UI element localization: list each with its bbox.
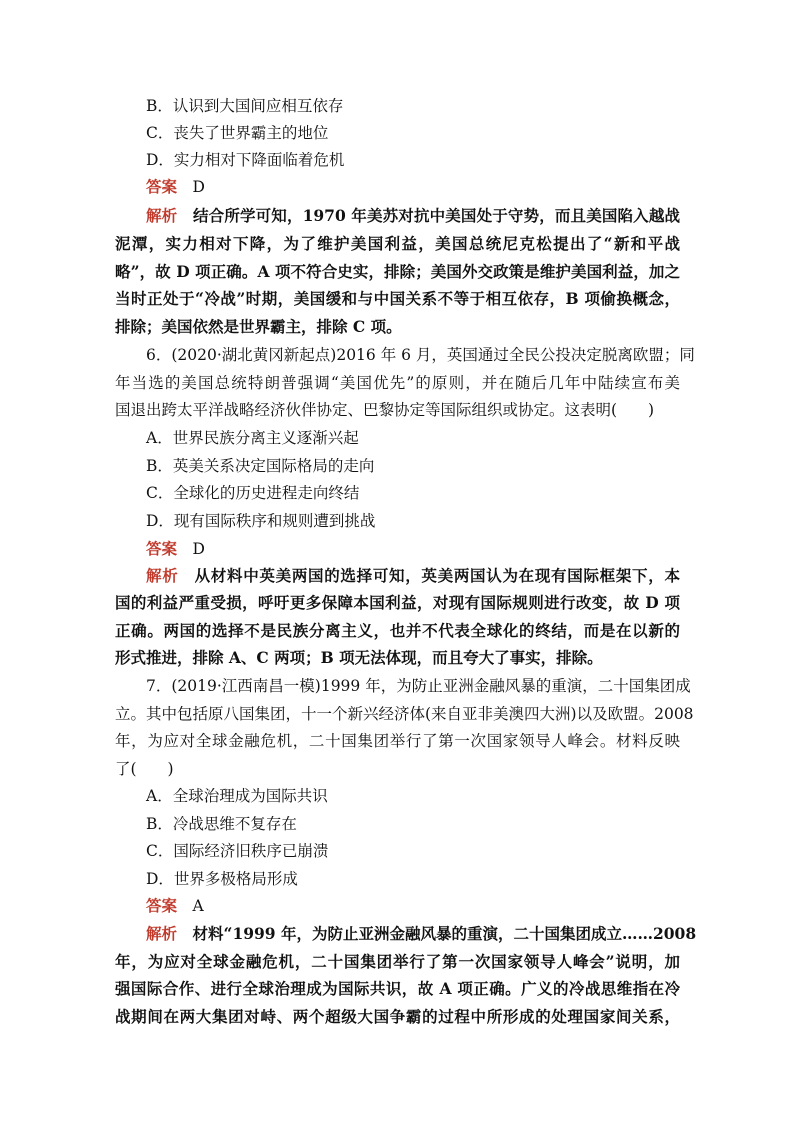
q7-stem-line-2: 立。其中包括原八国集团，十一个新兴经济体(来自亚非美澳四大洲)以及欧盟。2008 <box>115 705 694 723</box>
q5-analysis-line-2: 泥潭，实力相对下降，为了维护美国利益，美国总统尼克松提出了“新和平战 <box>115 234 680 253</box>
q6-analysis-line-2: 国的利益严重受损，呼吁更多保障本国利益，对现有国际规则进行改变，故 D 项 <box>115 593 680 612</box>
q7-option-d: D．世界多极格局形成 <box>146 870 298 888</box>
answer-value: A <box>192 897 204 915</box>
q6-option-c: C．全球化的历史进程走向终结 <box>146 484 360 502</box>
q5-analysis-line-4: 当时正处于“冷战”时期，美国缓和与中国关系不等于相互依存，B 项偷换概念， <box>115 289 680 308</box>
q6-option-b: B．英美关系决定国际格局的走向 <box>146 457 375 475</box>
answer-label: 答案 <box>146 177 178 196</box>
q6-analysis-line-3: 正确。两国的选择不是民族分离主义，也并不代表全球化的终结，而是在以新的 <box>115 621 680 640</box>
q5-option-b: B．认识到大国间应相互依存 <box>146 97 344 115</box>
q7-analysis-line-1: 解析 材料“1999 年，为防止亚洲金融风暴的重演，二十国集团成立……2008 <box>146 924 697 943</box>
q6-answer <box>146 538 205 560</box>
q6-stem-line-3: 国退出跨太平洋战略经济伙伴协定、巴黎协定等国际组织或协定。这表明( ) <box>115 401 655 419</box>
analysis-label: 解析 <box>146 206 178 225</box>
q7-analysis-line-4: 战期间在两大集团对峙、两个超级大国争霸的过程中所形成的处理国家间关系， <box>115 1007 680 1026</box>
q5-analysis-line-1: 解析 结合所学可知，1970 年美苏对抗中美国处于守势，而且美国陷入越战 <box>146 206 680 225</box>
q6-option-d: D．现有国际秩序和规则遭到挑战 <box>146 512 376 530</box>
q7-answer <box>146 895 204 917</box>
answer-label: 答案 <box>146 896 178 915</box>
q7-stem-line-4: 了( ) <box>115 760 174 778</box>
q7-stem-line-1: 7．(2019·江西南昌一模)1999 年，为防止亚洲金融风暴的重演，二十国集团成 <box>146 677 691 695</box>
q5-analysis-line-5: 排除；美国依然是世界霸主，排除 C 项。 <box>115 317 402 336</box>
analysis-label: 解析 <box>146 566 179 585</box>
q7-analysis-line-2: 年，为应对全球金融危机，二十国集团举行了第一次国家领导人峰会”说明，加 <box>115 952 680 971</box>
q6-analysis-line-4: 形式推进，排除 A、C 两项；B 项无法体现，而且夸大了事实，排除。 <box>115 648 603 667</box>
q6-option-a: A．世界民族分离主义逐渐兴起 <box>146 429 359 447</box>
q6-stem-line-1: 6．(2020·湖北黄冈新起点)2016 年 6 月，英国通过全民公投决定脱离欧盟；同 <box>146 346 695 364</box>
q6-stem-line-2: 年当选的美国总统特朗普强调“美国优先”的原则，并在随后几年中陆续宣布美 <box>115 374 680 392</box>
analysis-label: 解析 <box>146 924 178 943</box>
answer-label: 答案 <box>146 539 178 558</box>
answer-value: D <box>192 178 205 196</box>
answer-value: D <box>192 540 205 558</box>
q7-option-a: A．全球治理成为国际共识 <box>146 787 328 805</box>
q7-option-c: C．国际经济旧秩序已崩溃 <box>146 842 329 860</box>
q5-analysis-line-3: 略”，故 D 项正确。A 项不符合史实，排除；美国外交政策是维护美国利益，加之 <box>115 262 680 281</box>
q7-analysis-line-3: 强国际合作、进行全球治理成为国际共识，故 A 项正确。广义的冷战思维指在冷 <box>115 979 680 998</box>
q5-option-c: C．丧失了世界霸主的地位 <box>146 124 329 142</box>
q7-stem-line-3: 年，为应对全球金融危机，二十国集团举行了第一次国家领导人峰会。材料反映 <box>115 732 680 750</box>
q6-analysis-line-1: 解析 从材料中英美两国的选择可知，英美两国认为在现有国际框架下，本 <box>146 566 680 585</box>
q5-answer <box>146 176 205 198</box>
q5-option-d: D．实力相对下降面临着危机 <box>146 151 345 169</box>
q7-option-b: B．冷战思维不复存在 <box>146 815 297 833</box>
